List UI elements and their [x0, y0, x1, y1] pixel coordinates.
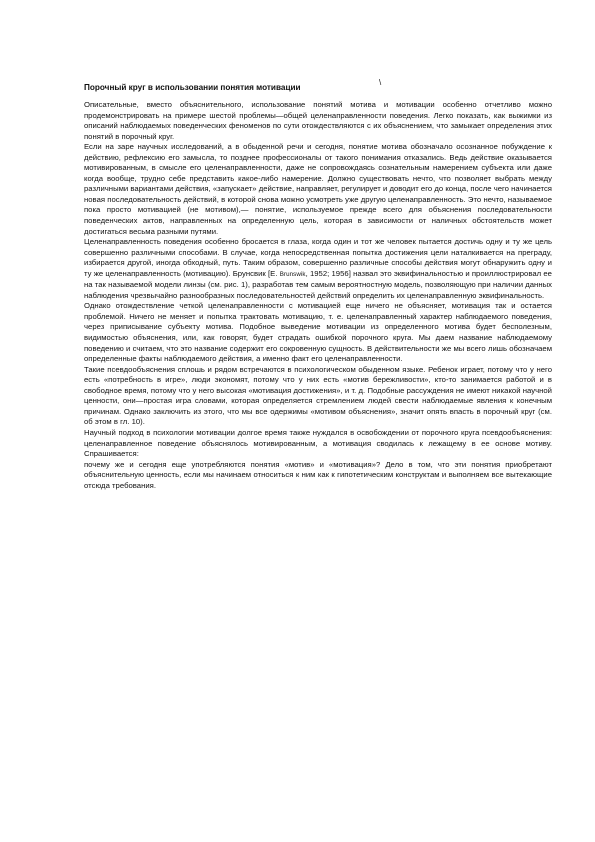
- paragraph-7: почему же и сегодня еще употребляются понятия «мотив» и «мотивация»? Дело в том, что эти понятия приобретают объяснительную ценность, если мы начинаем относиться к ним как к гипотетическим конструктам и выполняем все вытекающие отсюда требования.: [84, 459, 552, 490]
- title-row: [84, 77, 552, 91]
- document-title: Порочный круг в использовании понятия мотивации: [84, 83, 301, 92]
- citation-author: Brunswik: [279, 270, 306, 278]
- paragraph-6: Научный подход в психологии мотивации долгое время также нуждался в освобождении от порочного круга псевдообъяснения: целенаправленное поведение объяснялось мотивированным, а мотивация сводилась к лежащему в ее основе мотиву. Спрашивается:: [84, 427, 552, 459]
- paragraph-2: Если на заре научных исследований, а в обыденной речи и сегодня, понятие мотива обозначало осознанное побуждение к действию, рефлексию его замысла, то позднее профессионалы от такого понимания отказались. Ведь действие оказывается мотивированным, в смысле его целенаправленности, даже не сопровождаясь сознательным намерением субъекта или даже когда вообще, трудно себе представить какое-либо намерение. Должно существовать нечто, что позволяет выбрать между различными вариантами действия, «запускает» действие, направляет, регулирует и доводит его до конца, после чего начинается новая последовательность действий, в которой снова можно усмотреть уже другую целенаправленность. Это нечто, называемое пока просто мотивацией (не мотивом),— понятие, используемое прежде всего для объяснения последовательности поведенческих актов, направленных на определенную цель, которая в зависимости от наличных обстоятельств может достигаться весьма разными путями.: [84, 142, 552, 236]
- paragraph-3: [84, 237, 552, 301]
- paragraph-1: Описательные, вместо объяснительного, использование понятий мотива и мотивации особенно отчетливо можно продемонстрировать на примере шестой проблемы—общей целенаправленности поведения. Легко показать, как выжимки из описаний наблюдаемых поведенческих феноменов по сути отождествляются с их объяснением, что замыкает определения этих понятий в порочный круг.: [84, 100, 552, 141]
- title-mark: \: [379, 78, 382, 87]
- paragraph-3-text-before: Целенаправленность поведения особенно бросается в глаза, когда один и тот же человек пытается достичь одну и ту же цель совершенно различными способами. В случае, когда непосредственная попытка достижения цели наталкивается на преграду, избирается другой, иногда обходный, путь. Таким образом, совершенно различные способы действия могут обнаружить одну и ту же целенаправленность (мотивацию). Брунсвик [Е.: [84, 237, 552, 278]
- paragraph-5: Такие псевдообъяснения сплошь и рядом встречаются в психологическом обыденном языке. Ребенок играет, потому что у него есть «потребность в игре», люди экономят, потому что у них есть «мотив бережливости», кто-то занимается работой и в свободное время, потому что у него высокая «мотивация достижения», и т. д. Подобные рассуждения не имеют никакой научной ценности, они—простая игра словами, которая определяется стремлением людей свести наблюдаемые явления к конечным причинам. Однако заключить из этого, что мы все одержимы «мотивом объяснения», значит опять впасть в порочный круг (см. об этом в гл. 10).: [84, 364, 552, 427]
- paragraph-4: Однако отождествление четкой целенаправленности с мотивацией еще ничего не объясняет, мотивация так и остается проблемой. Ничего не меняет и попытка трактовать мотивацию, т. е. целенаправленный характер наблюдаемого поведения, через приписывание субъекту мотива. Подобное выведение мотивации из определенного мотива будет бесполезным, видимостью объяснения, или, как говорят, будет страдать ошибкой порочного круга. Мы даем название наблюдаемому поведению и считаем, что это название содержит его сокровенную сущность. В действительности же мы всего лишь обозначаем определенные факты наблюдаемого действия, а именно факт его целенаправленности.: [84, 301, 552, 364]
- paragraph-3-text-after: , 1952; 1956] назвал это эквифинальностью и проиллюстрировал ее на так называемой модели линзы (см. рис. 1), разработав тем самым вероятностную модель, позволяющую при наличии данных наблюдения чрезвычайно разнообразных последовательностей действий определить их целенаправленную эквифинальность.: [84, 268, 552, 300]
- document-page: [84, 77, 552, 491]
